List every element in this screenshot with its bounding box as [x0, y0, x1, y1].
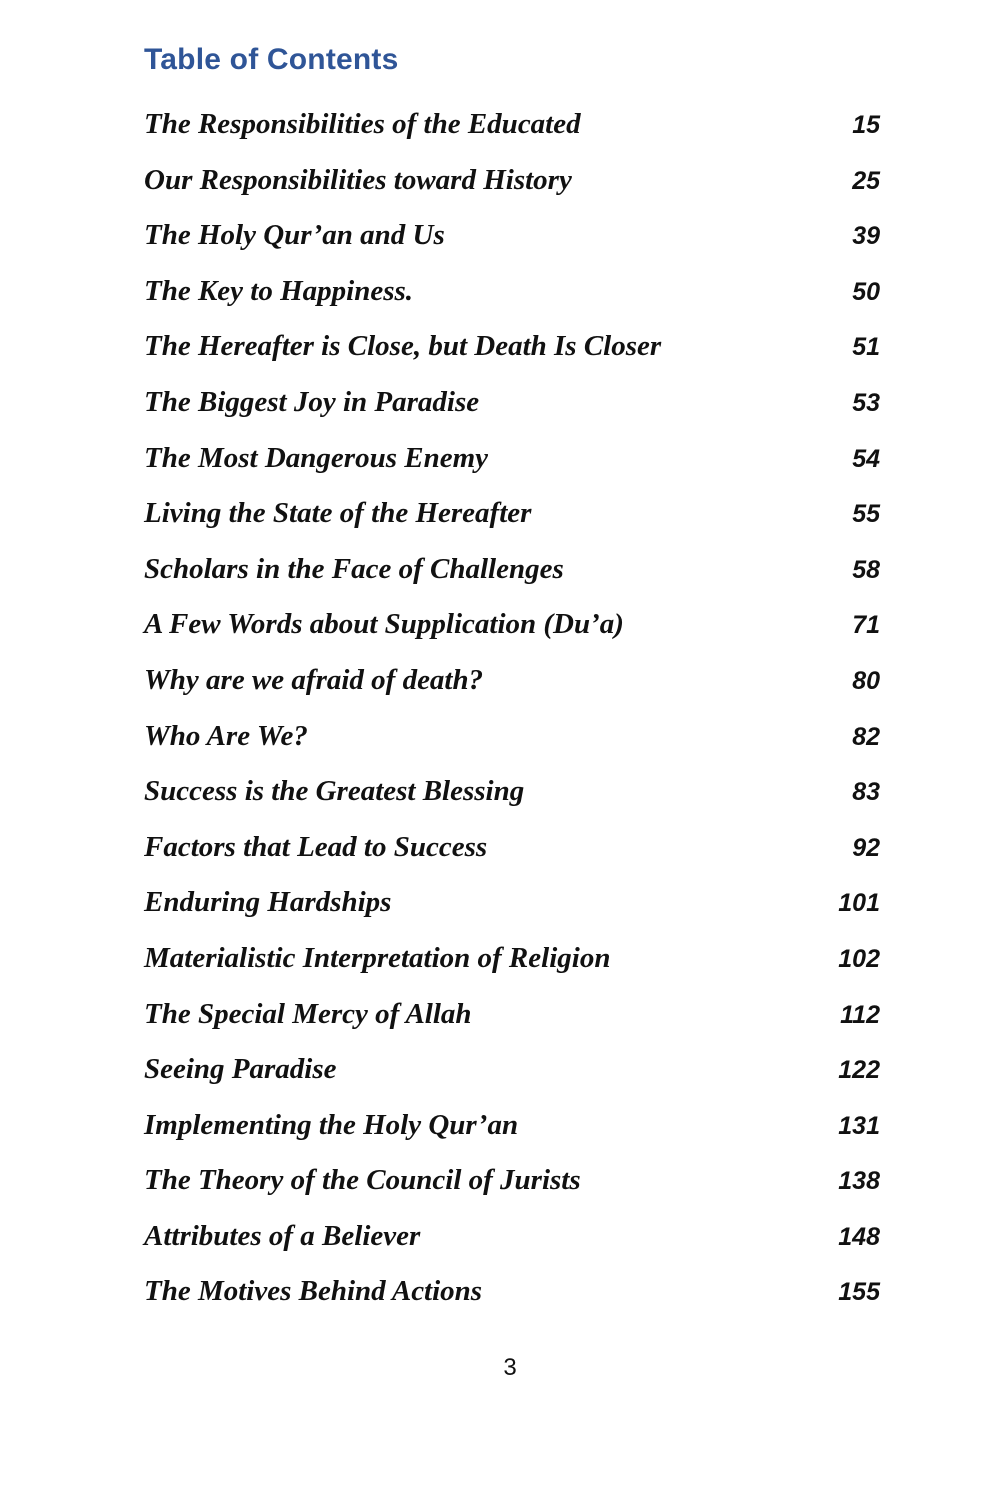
- toc-entry-page: 131: [838, 1111, 880, 1140]
- toc-row: [144, 378, 880, 434]
- toc-entry-page: 50: [852, 277, 880, 306]
- toc-row: [144, 823, 880, 879]
- toc-row: [144, 322, 880, 378]
- toc-row: [144, 990, 880, 1046]
- toc-entry-label: Who Are We?: [144, 719, 308, 752]
- toc-row: [144, 1101, 880, 1157]
- toc-entry-label: The Hereafter is Close, but Death Is Closer: [144, 330, 662, 363]
- toc-row: [144, 1045, 880, 1101]
- toc-entry-page: 112: [840, 1000, 880, 1029]
- page-title: Table of Contents: [144, 43, 399, 76]
- toc-entry-page: 82: [852, 722, 880, 751]
- toc-entry-label: Factors that Lead to Success: [144, 830, 488, 863]
- toc-entry-label: The Motives Behind Actions: [144, 1275, 483, 1308]
- toc-entry-page: 58: [852, 555, 880, 584]
- toc-row: [144, 1267, 880, 1323]
- toc-entry-label: Enduring Hardships: [144, 886, 392, 919]
- toc-row: [144, 712, 880, 768]
- toc-row: [144, 600, 880, 656]
- toc-entry-page: 102: [838, 944, 880, 973]
- toc-row: [144, 1212, 880, 1268]
- toc-entry-label: Materialistic Interpretation of Religion: [144, 941, 611, 974]
- toc-row: [144, 211, 880, 267]
- toc-entry-label: Success is the Greatest Blessing: [144, 775, 525, 808]
- toc-entry-page: 51: [852, 333, 880, 362]
- toc-row: [144, 100, 880, 156]
- toc-entry-label: Our Responsibilities toward History: [144, 163, 572, 196]
- page-number: 3: [503, 1354, 517, 1381]
- toc-entry-page: 39: [852, 222, 880, 251]
- toc-entry-label: Seeing Paradise: [144, 1053, 337, 1086]
- toc-entry-label: Attributes of a Believer: [144, 1219, 421, 1252]
- toc-entry-page: 71: [852, 611, 880, 640]
- toc-row: [144, 156, 880, 212]
- toc-entry-page: 122: [838, 1056, 880, 1085]
- toc-entry-label: The Biggest Joy in Paradise: [144, 385, 480, 418]
- toc-entry-page: 15: [852, 111, 880, 139]
- toc-list: [144, 100, 880, 1323]
- toc-entry-page: 148: [838, 1222, 880, 1251]
- toc-entry-page: 83: [852, 778, 880, 807]
- toc-row: [144, 267, 880, 323]
- toc-entry-page: 138: [838, 1167, 880, 1196]
- toc-entry-page: 25: [852, 166, 880, 195]
- toc-row: [144, 1156, 880, 1212]
- toc-entry-page: 55: [852, 500, 880, 529]
- toc-entry-label: The Key to Happiness.: [144, 274, 414, 307]
- toc-entry-label: The Holy Qur’an and Us: [144, 219, 445, 252]
- toc-entry-label: Why are we afraid of death?: [144, 663, 484, 696]
- toc-row: [144, 934, 880, 990]
- toc-entry-label: Living the State of the Hereafter: [144, 497, 532, 530]
- toc-row: [144, 767, 880, 823]
- toc-entry-label: A Few Words about Supplication (Du’a): [144, 608, 624, 641]
- toc-entry-label: The Special Mercy of Allah: [144, 997, 472, 1030]
- toc-entry-label: The Responsibilities of the Educated: [144, 108, 581, 140]
- toc-entry-page: 54: [852, 444, 880, 473]
- toc-entry-label: The Theory of the Council of Jurists: [144, 1164, 581, 1197]
- toc-entry-label: Implementing the Holy Qur’an: [144, 1108, 519, 1141]
- toc-entry-page: 53: [852, 388, 880, 417]
- toc-row: [144, 489, 880, 545]
- toc-entry-page: 101: [838, 889, 880, 918]
- toc-entry-page: 80: [852, 666, 880, 695]
- toc-row: [144, 545, 880, 601]
- toc-row: [144, 878, 880, 934]
- toc-entry-label: Scholars in the Face of Challenges: [144, 552, 564, 585]
- toc-row: [144, 434, 880, 490]
- toc-row: [144, 656, 880, 712]
- toc-entry-page: 155: [838, 1278, 880, 1307]
- toc-entry-page: 92: [852, 833, 880, 862]
- toc-entry-label: The Most Dangerous Enemy: [144, 441, 489, 474]
